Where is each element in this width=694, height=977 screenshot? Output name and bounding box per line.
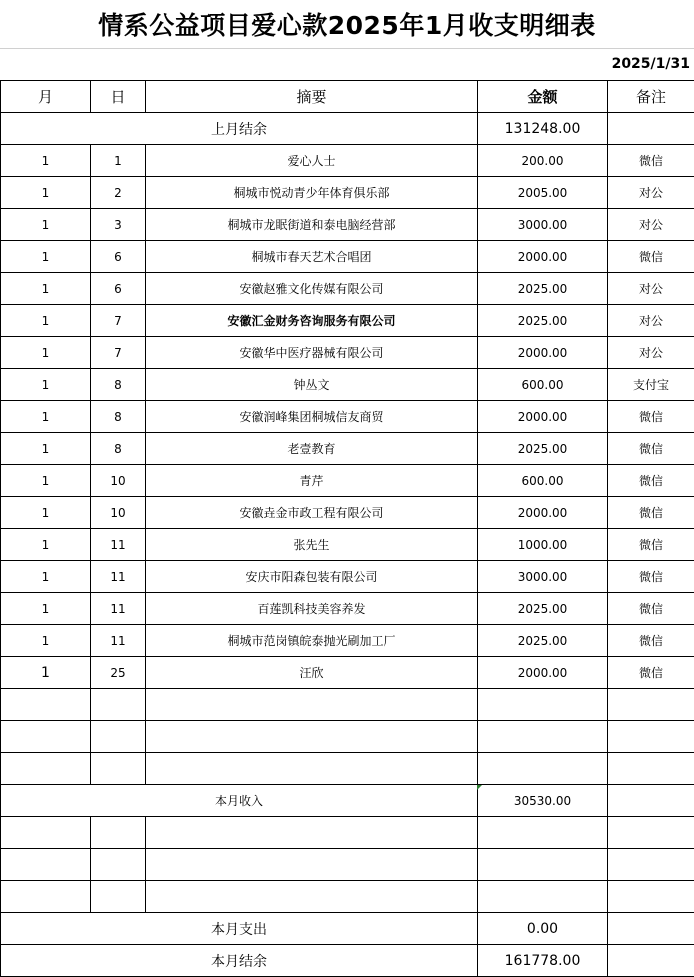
empty-month: [1, 753, 91, 785]
row-day: 8: [91, 433, 146, 465]
table-row: [1, 593, 694, 625]
row-summary: 桐城市龙眠街道和泰电脑经营部: [146, 209, 478, 241]
monthly-income-note: [608, 785, 694, 817]
empty-summary: [146, 721, 478, 753]
empty-day: [91, 881, 146, 913]
row-note: 微信: [608, 241, 694, 273]
header-day: 日: [91, 81, 146, 113]
row-note: 对公: [608, 337, 694, 369]
row-month: 1: [1, 561, 91, 593]
header-row: [1, 81, 694, 113]
monthly-expense-note: [608, 913, 694, 945]
row-amount: 2000.00: [478, 657, 608, 689]
empty-day: [91, 849, 146, 881]
empty-note: [608, 753, 694, 785]
row-amount: 2000.00: [478, 337, 608, 369]
row-day: 2: [91, 177, 146, 209]
row-summary: 百莲凯科技美容养发: [146, 593, 478, 625]
empty-note: [608, 817, 694, 849]
empty-row: [1, 689, 694, 721]
empty-month: [1, 689, 91, 721]
row-amount: 3000.00: [478, 209, 608, 241]
row-amount: 2000.00: [478, 401, 608, 433]
opening-balance-row: [1, 113, 694, 145]
table-row: [1, 657, 694, 689]
page-title: 情系公益项目爱心款2025年1月收支明细表: [98, 11, 596, 40]
row-day: 11: [91, 529, 146, 561]
row-month: 1: [1, 177, 91, 209]
row-amount: 600.00: [478, 369, 608, 401]
row-note: 微信: [608, 433, 694, 465]
row-day: 10: [91, 497, 146, 529]
row-note: 支付宝: [608, 369, 694, 401]
row-note: 微信: [608, 401, 694, 433]
row-note: 微信: [608, 657, 694, 689]
empty-row: [1, 881, 694, 913]
closing-balance-label: 本月结余: [1, 945, 478, 977]
empty-day: [91, 753, 146, 785]
row-month: 1: [1, 625, 91, 657]
monthly-income-label: 本月收入: [1, 785, 478, 817]
row-month: 1: [1, 273, 91, 305]
row-summary: 安徽润峰集团桐城信友商贸: [146, 401, 478, 433]
table-row: [1, 529, 694, 561]
row-amount: 2025.00: [478, 305, 608, 337]
table-row: [1, 465, 694, 497]
closing-balance-row: [1, 945, 694, 977]
row-summary: 安徽赵雅文化传媒有限公司: [146, 273, 478, 305]
row-month: 1: [1, 465, 91, 497]
table-row: [1, 305, 694, 337]
table-row: [1, 209, 694, 241]
monthly-expense-amount: 0.00: [478, 913, 608, 945]
empty-month: [1, 817, 91, 849]
row-amount: 3000.00: [478, 561, 608, 593]
empty-day: [91, 689, 146, 721]
row-summary: 钟丛文: [146, 369, 478, 401]
header-month: 月: [1, 81, 91, 113]
row-summary: 安徽垚金市政工程有限公司: [146, 497, 478, 529]
row-amount: 2000.00: [478, 497, 608, 529]
empty-summary: [146, 753, 478, 785]
row-day: 1: [91, 145, 146, 177]
row-day: 25: [91, 657, 146, 689]
row-amount: 2005.00: [478, 177, 608, 209]
table-row: [1, 625, 694, 657]
row-month: 1: [1, 433, 91, 465]
empty-amount: [478, 753, 608, 785]
row-amount: 200.00: [478, 145, 608, 177]
empty-note: [608, 849, 694, 881]
row-summary: 汪欣: [146, 657, 478, 689]
row-day: 6: [91, 241, 146, 273]
table-row: [1, 177, 694, 209]
row-summary: 老壹教育: [146, 433, 478, 465]
row-day: 11: [91, 561, 146, 593]
row-note: 微信: [608, 465, 694, 497]
row-month: 1: [1, 305, 91, 337]
row-day: 11: [91, 625, 146, 657]
row-summary: 青芹: [146, 465, 478, 497]
empty-month: [1, 849, 91, 881]
row-month: 1: [1, 241, 91, 273]
row-month: 1: [1, 369, 91, 401]
empty-note: [608, 689, 694, 721]
row-day: 7: [91, 337, 146, 369]
row-note: 对公: [608, 273, 694, 305]
row-month: 1: [1, 657, 91, 689]
table-row: [1, 241, 694, 273]
empty-note: [608, 881, 694, 913]
row-day: 10: [91, 465, 146, 497]
opening-balance-label: 上月结余: [1, 113, 478, 145]
closing-balance-amount: 161778.00: [478, 945, 608, 977]
monthly-expense-row: [1, 913, 694, 945]
row-amount: 600.00: [478, 465, 608, 497]
opening-balance-note: [608, 113, 694, 145]
empty-day: [91, 817, 146, 849]
row-note: 对公: [608, 305, 694, 337]
row-amount: 2025.00: [478, 273, 608, 305]
header-summary: 摘要: [146, 81, 478, 113]
row-summary: 桐城市范岗镇皖泰抛光刷加工厂: [146, 625, 478, 657]
table-row: [1, 497, 694, 529]
empty-month: [1, 881, 91, 913]
table-row: [1, 273, 694, 305]
table-row: [1, 401, 694, 433]
table-row: [1, 561, 694, 593]
row-month: 1: [1, 401, 91, 433]
row-amount: 2025.00: [478, 625, 608, 657]
cell-comment-marker: [477, 785, 482, 790]
date-row: [0, 48, 694, 80]
row-summary: 桐城市悦动青少年体育俱乐部: [146, 177, 478, 209]
empty-row: [1, 753, 694, 785]
row-amount: 2025.00: [478, 433, 608, 465]
empty-row: [1, 849, 694, 881]
monthly-income-row: [1, 785, 694, 817]
row-month: 1: [1, 593, 91, 625]
empty-summary: [146, 849, 478, 881]
row-summary: 桐城市春天艺术合唱团: [146, 241, 478, 273]
header-note: 备注: [608, 81, 694, 113]
empty-day: [91, 721, 146, 753]
row-note: 微信: [608, 625, 694, 657]
row-note: 微信: [608, 497, 694, 529]
empty-month: [1, 721, 91, 753]
empty-summary: [146, 689, 478, 721]
row-summary: 安徽华中医疗器械有限公司: [146, 337, 478, 369]
row-month: 1: [1, 209, 91, 241]
row-note: 微信: [608, 593, 694, 625]
row-summary: 爱心人士: [146, 145, 478, 177]
report-date: 2025/1/31: [611, 56, 690, 72]
row-summary: 安庆市阳森包装有限公司: [146, 561, 478, 593]
row-amount: 1000.00: [478, 529, 608, 561]
monthly-income-amount: 30530.00: [478, 785, 608, 817]
table-row: [1, 145, 694, 177]
empty-amount: [478, 881, 608, 913]
row-note: 微信: [608, 561, 694, 593]
empty-summary: [146, 881, 478, 913]
row-note: 对公: [608, 209, 694, 241]
row-day: 8: [91, 369, 146, 401]
empty-amount: [478, 817, 608, 849]
row-note: 对公: [608, 177, 694, 209]
empty-amount: [478, 689, 608, 721]
row-note: 微信: [608, 145, 694, 177]
row-amount: 2000.00: [478, 241, 608, 273]
empty-row: [1, 817, 694, 849]
row-amount: 2025.00: [478, 593, 608, 625]
row-day: 7: [91, 305, 146, 337]
empty-note: [608, 721, 694, 753]
table-row: [1, 369, 694, 401]
closing-balance-note: [608, 945, 694, 977]
empty-amount: [478, 849, 608, 881]
row-day: 3: [91, 209, 146, 241]
opening-balance-amount: 131248.00: [478, 113, 608, 145]
table-row: [1, 433, 694, 465]
empty-amount: [478, 721, 608, 753]
row-summary: 安徽汇金财务咨询服务有限公司: [146, 305, 478, 337]
row-month: 1: [1, 529, 91, 561]
empty-row: [1, 721, 694, 753]
ledger-table: [0, 80, 694, 977]
row-month: 1: [1, 497, 91, 529]
row-day: 8: [91, 401, 146, 433]
empty-summary: [146, 817, 478, 849]
table-row: [1, 337, 694, 369]
row-month: 1: [1, 337, 91, 369]
row-day: 6: [91, 273, 146, 305]
row-day: 11: [91, 593, 146, 625]
monthly-expense-label: 本月支出: [1, 913, 478, 945]
header-amount: 金额: [478, 81, 608, 113]
row-note: 微信: [608, 529, 694, 561]
row-month: 1: [1, 145, 91, 177]
row-summary: 张先生: [146, 529, 478, 561]
